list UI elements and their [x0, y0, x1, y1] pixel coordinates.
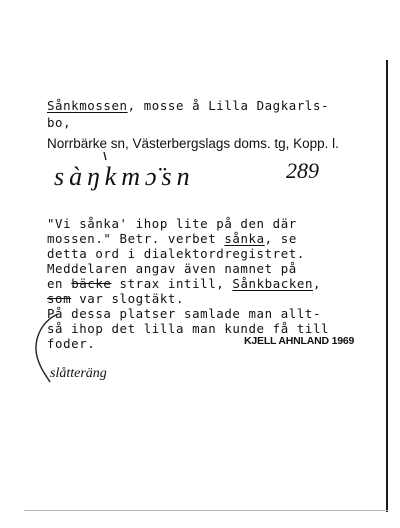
- body-line-4: Meddelaren angav även namnet på: [47, 261, 297, 276]
- body-line-7: På dessa platser samlade man allt-: [47, 306, 322, 321]
- struck-word: bäcke: [71, 276, 112, 291]
- struck-som: som: [47, 291, 72, 306]
- body-line-2-text: mossen." Betr. verbet: [47, 231, 225, 246]
- headword: Sånkmossen: [47, 98, 128, 113]
- header-line-2: bo,: [47, 115, 72, 130]
- body-line-5-start: en: [47, 276, 72, 291]
- body-line-5-end: ,: [313, 276, 322, 291]
- author-stamp: KJELL AHNLAND 1969: [244, 335, 355, 347]
- body-line-3: detta ord i dialektordregistret.: [47, 246, 305, 261]
- verb-sanka: sånka: [224, 231, 265, 246]
- card-number: 289: [286, 158, 319, 183]
- margin-bracket-stroke: [36, 314, 58, 382]
- body-line-2-end: , se: [264, 231, 297, 246]
- margin-note: slåtteräng: [50, 366, 107, 381]
- name-sankbacken: Sånkbacken: [232, 276, 314, 291]
- body-line-8: så ihop det lilla man kunde få till: [47, 321, 330, 336]
- header-rest: , mosse å Lilla Dagkarls-: [127, 98, 330, 113]
- body-line-1: "Vi sånka' ihop lite på den där: [47, 216, 297, 231]
- body-line-9: foder.: [47, 336, 96, 351]
- body-line-6-text: var slogtäkt.: [71, 291, 185, 306]
- location-line: Norrbärke sn, Västerbergslags doms. tg, Kopp. l.: [47, 136, 339, 151]
- body-line-5-mid: strax intill,: [111, 276, 233, 291]
- accent-tick-stroke: [104, 152, 106, 160]
- phonetic-transcription: sàŋkmɔ̈sn: [54, 162, 195, 191]
